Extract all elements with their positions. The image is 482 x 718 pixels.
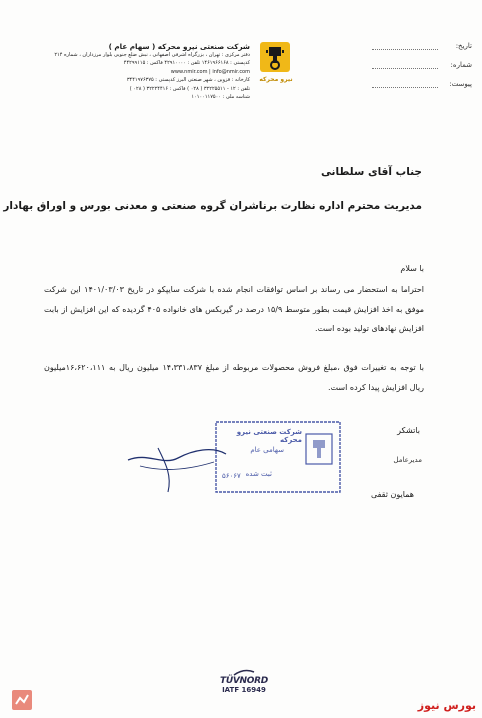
signer-name: همایون ثقفی <box>370 490 414 499</box>
office-phone: کدپستی : ۱۴۶۱۹۶۶۱۶۸ تلفن : ۴۲۹۱۰۰۰۰ فاکس : ۴۴۲۹۹۱۱۵ <box>123 60 250 67</box>
meta-date-line <box>372 49 438 50</box>
meta-number-row <box>372 59 472 78</box>
factory-phone: تلفن : ۱۲ - ۳۲۲۲۵۵۱۱ ( ۰۲۸ ) فاکس : ۳۲۲۲۴۴۱۶ ( ۰۲۸ ) <box>129 85 250 92</box>
tuv-swoosh-icon <box>232 668 256 676</box>
watermark-logo-icon <box>10 688 34 712</box>
meta-attachment-label: پیوست: <box>449 80 472 88</box>
cert-brand: TÜVNORD <box>220 676 268 686</box>
office-address: دفتر مرکزی : تهران ، بزرگراه اشرفی اصفهانی ، نبش ضلع جنوبی بلوار مرزداران ، شماره ۲۱۴ <box>54 52 250 58</box>
body-paragraph-2: با توجه به تغییرات فوق ،مبلغ فروش محصولات مربوطه از مبلغ ۱۴،۳۳۱،۸۳۷ میلیون ریال به ۱۶،۶۲۰،۱۱۱میلیون ریال افزایش پیدا کرده است. <box>44 363 424 392</box>
watermark-text: بورس نیوز <box>417 699 476 712</box>
meta-number-line <box>372 68 438 69</box>
stamp-registered: ثبت شده <box>245 470 272 478</box>
national-id: شناسه ملی : ۱۰۱۰۰۱۱۷۵۰۰ <box>191 94 250 101</box>
greeting: با سلام <box>400 264 424 273</box>
factory-address: کارخانه : قزوین ، شهر صنعتی البرز کدپستی : ۳۴۴۱۹۷۶۳۷۵ <box>126 77 250 84</box>
company-stamp <box>214 420 342 494</box>
company-info <box>14 42 250 101</box>
meta-date-row <box>372 40 472 59</box>
signer-title: مدیرعامل <box>393 456 422 464</box>
addressee: جناب آقای سلطانی <box>320 166 422 178</box>
stamp-company: شرکت صنعتی نیرو محرکه <box>236 428 302 444</box>
stamp-type: سهامی عام <box>250 446 284 454</box>
closing-thanks: باتشکر <box>397 426 420 435</box>
subject-line: مدیریت محترم اداره نظارت برناشران گروه صنعتی و معدنی بورس و اوراق بهادار <box>3 200 422 212</box>
body-paragraph-1: احتراما به استحضار می رساند بر اساس توافقات انجام شده با شرکت سایپکو در تاریخ ۱۴۰۱/۰۳/۰۳ این شرکت موفق به اخذ افزایش قیمت بطور متوسط ۱۵/۹ درصد در گیربکس های خانواده ۴۰۵ گردیده که این افزایش از بابت افزایش نهادهای تولید بوده است. <box>44 285 425 333</box>
logo-brand-text: نیرو محرکه <box>259 76 293 83</box>
meta-date-label: تاریخ: <box>455 42 472 50</box>
company-name: شرکت صنعتی نیرو محرکه ( سهام عام ) <box>108 42 250 51</box>
gear-piston-icon <box>260 42 290 72</box>
letter-meta <box>372 40 472 97</box>
tuv-certification <box>214 668 274 694</box>
stamp-number: ۵۶۰۶۷ <box>222 472 241 480</box>
meta-attachment-row <box>372 78 472 97</box>
company-logo <box>260 42 290 72</box>
web-email: www.nmir.com | info@nmir.com <box>170 68 250 75</box>
cert-code: IATF 16949 <box>222 686 266 694</box>
meta-number-label: شماره: <box>450 61 472 69</box>
meta-attachment-line <box>372 87 438 88</box>
